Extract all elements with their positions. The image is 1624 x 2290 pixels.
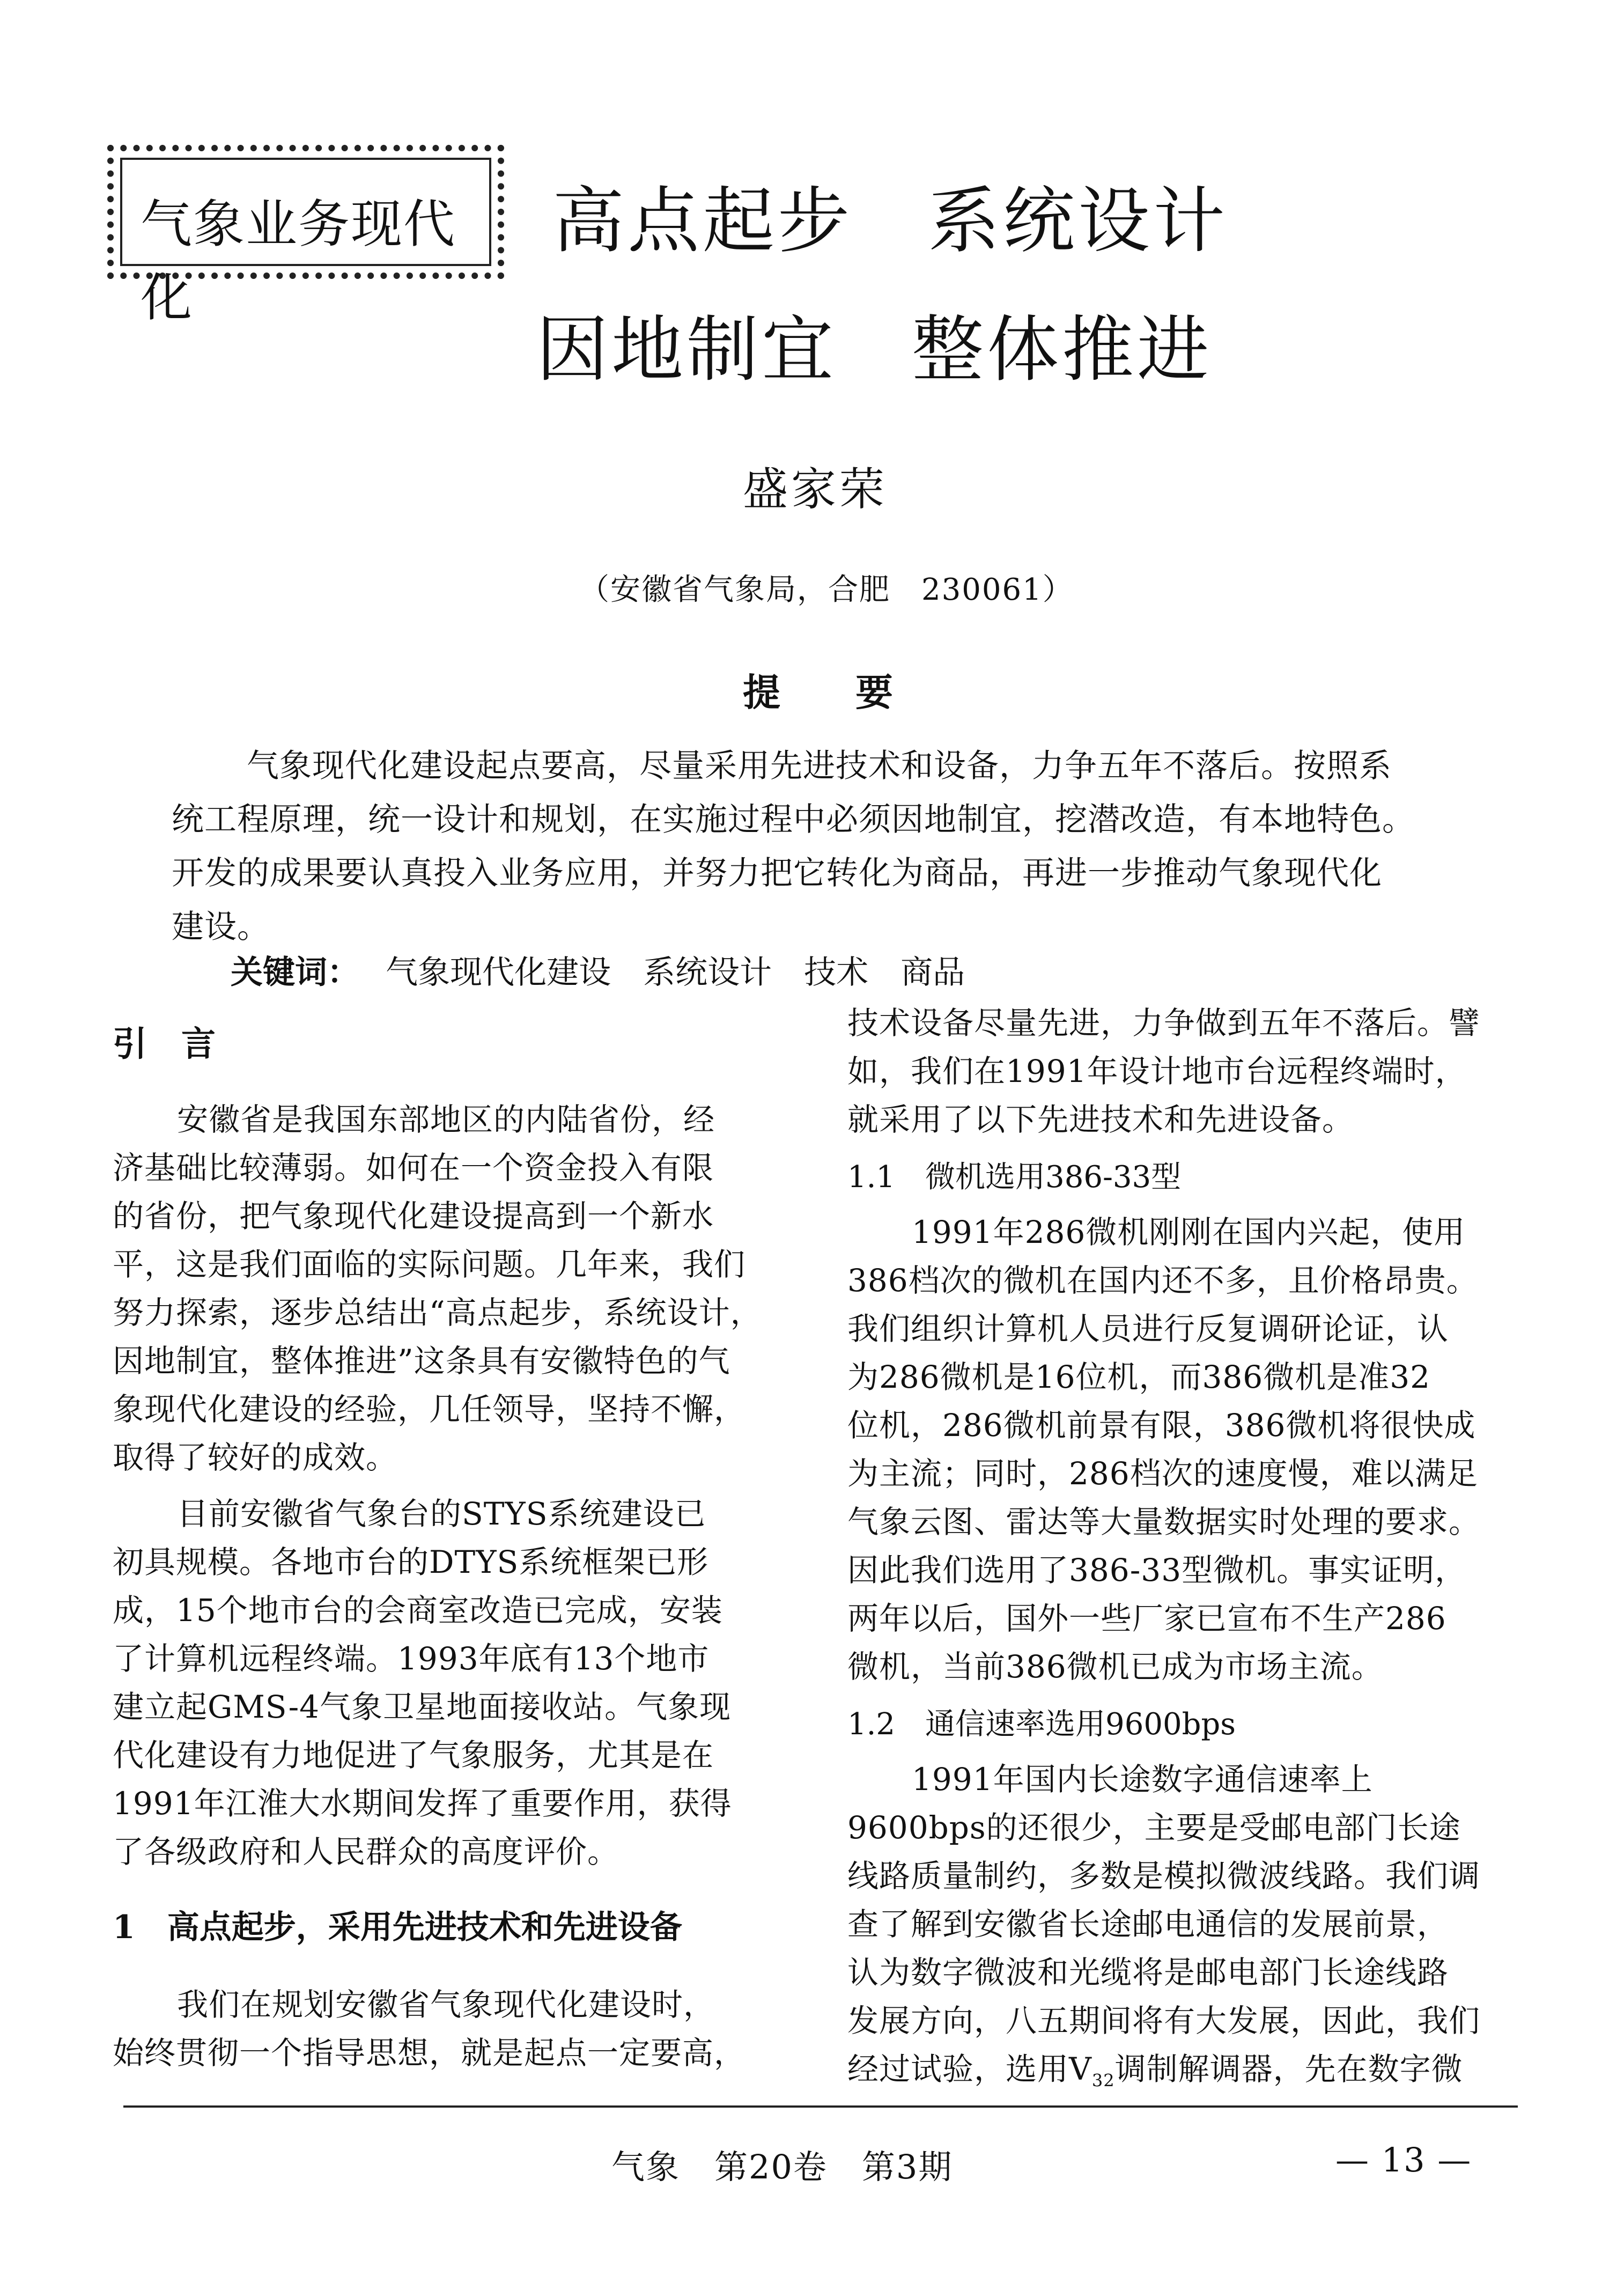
body-line: 发展方向，八五期间将有大发展，因此，我们 [847, 2002, 1481, 2039]
abstract-line: 开发的成果要认真投入业务应用，并努力把它转化为商品，再进一步推动气象现代化 [172, 855, 1382, 892]
body-line: 如，我们在1991年设计地市台远程终端时， [847, 1053, 1467, 1089]
body-line: 安徽省是我国东部地区的内陆省份，经 [177, 1101, 715, 1138]
body-line: 微机，当前386微机已成为市场主流。 [847, 1648, 1383, 1685]
keywords-values: 气象现代化建设 系统设计 技术 商品 [386, 954, 965, 991]
body-line-with-subscript [847, 2044, 1463, 2091]
section-1-heading: 1 高点起步，采用先进技术和先进设备 [113, 1909, 682, 1946]
body-line: 1991年286微机刚刚在国内兴起，使用 [912, 1214, 1466, 1250]
abstract-heading: 提 要 [743, 670, 893, 715]
body-line: 初具规模。各地市台的DTYS系统框架已形 [113, 1544, 709, 1580]
body-line: 象现代化建设的经验，几任领导，坚持不懈， [113, 1391, 746, 1427]
body-line: 位机，286微机前景有限，386微机将很快成 [847, 1407, 1476, 1444]
body-line: 因此我们选用了386-33型微机。事实证明， [847, 1552, 1467, 1588]
subsection-1-2-heading: 1.2 通信速率选用9600bps [847, 1707, 1236, 1742]
subsection-1-1-heading: 1.1 微机选用386-33型 [847, 1160, 1182, 1195]
body-line: 代化建设有力地促进了气象服务，尤其是在 [113, 1737, 714, 1773]
column-banner [107, 145, 504, 328]
title-line-2: 因地制宜 整体推进 [536, 308, 1213, 392]
abstract-line: 统工程原理，统一设计和规划，在实施过程中必须因地制宜，挖潜改造，有本地特色。 [172, 801, 1415, 838]
body-line: 我们在规划安徽省气象现代化建设时， [177, 1986, 715, 2023]
keywords-label: 关键词： [231, 954, 359, 991]
body-line: 线路质量制约，多数是模拟微波线路。我们调 [847, 1858, 1481, 1894]
footer-rule [123, 2105, 1518, 2108]
journal-info: 气象 第20卷 第3期 [611, 2147, 953, 2186]
keywords-row [231, 947, 965, 993]
affiliation: （安徽省气象局，合肥 230061） [579, 572, 1074, 607]
column-label: 气象业务现代化 [141, 194, 456, 328]
body-line: 取得了较好的成效。 [113, 1439, 398, 1476]
body-line: 平，这是我们面临的实际问题。几年来，我们 [113, 1246, 746, 1283]
body-line: 技术设备尽量先进，力争做到五年不落后。譬 [847, 1005, 1481, 1041]
body-text: 调制解调器，先在数字微 [1114, 2051, 1463, 2087]
body-line: 1991年国内长途数字通信速率上 [912, 1761, 1373, 1798]
abstract-line: 建设。 [172, 908, 270, 946]
body-line: 认为数字微波和光缆将是邮电部门长途线路 [847, 1954, 1449, 1991]
body-line: 始终贯彻一个指导思想，就是起点一定要高， [113, 2035, 746, 2071]
body-line: 为主流；同时，286档次的速度慢，难以满足 [847, 1455, 1478, 1492]
body-line: 了各级政府和人民群众的高度评价。 [113, 1834, 619, 1870]
title-line-1: 高点起步 系统设计 [552, 179, 1229, 263]
body-line: 气象云图、雷达等大量数据实时处理的要求。 [847, 1504, 1481, 1540]
body-line: 济基础比较薄弱。如何在一个资金投入有限 [113, 1150, 714, 1186]
body-text: 经过试验，选用V [847, 2051, 1092, 2087]
body-line: 我们组织计算机人员进行反复调研论证，认 [847, 1310, 1449, 1347]
author: 盛家荣 [743, 463, 888, 516]
body-line: 1991年江淮大水期间发挥了重要作用，获得 [113, 1785, 732, 1822]
body-line: 努力探索，逐步总结出“高点起步，系统设计， [113, 1294, 762, 1331]
body-line: 因地制宜，整体推进”这条具有安徽特色的气 [113, 1343, 730, 1379]
subscript: 32 [1091, 2070, 1115, 2091]
body-line: 的省份，把气象现代化建设提高到一个新水 [113, 1198, 714, 1234]
intro-heading: 引 言 [113, 1024, 216, 1064]
page-number: — 13 — [1335, 2140, 1472, 2179]
body-line: 9600bps的还很少，主要是受邮电部门长途 [847, 1809, 1461, 1846]
body-line: 了计算机远程终端。1993年底有13个地市 [113, 1640, 710, 1677]
body-line: 目前安徽省气象台的STYS系统建设已 [177, 1496, 706, 1532]
body-line: 就采用了以下先进技术和先进设备。 [847, 1101, 1354, 1138]
body-line: 查了解到安徽省长途邮电通信的发展前景， [847, 1906, 1449, 1942]
body-line: 为286微机是16位机，而386微机是准32 [847, 1359, 1431, 1395]
body-line: 两年以后，国外一些厂家已宣布不生产286 [847, 1600, 1446, 1637]
body-line: 建立起GMS-4气象卫星地面接收站。气象现 [113, 1689, 732, 1725]
body-line: 成，15个地市台的会商室改造已完成，安装 [113, 1592, 723, 1629]
body-line: 386档次的微机在国内还不多，且价格昂贵。 [847, 1262, 1478, 1299]
abstract-line: 气象现代化建设起点要高，尽量采用先进技术和设备，力争五年不落后。按照系 [247, 747, 1392, 785]
